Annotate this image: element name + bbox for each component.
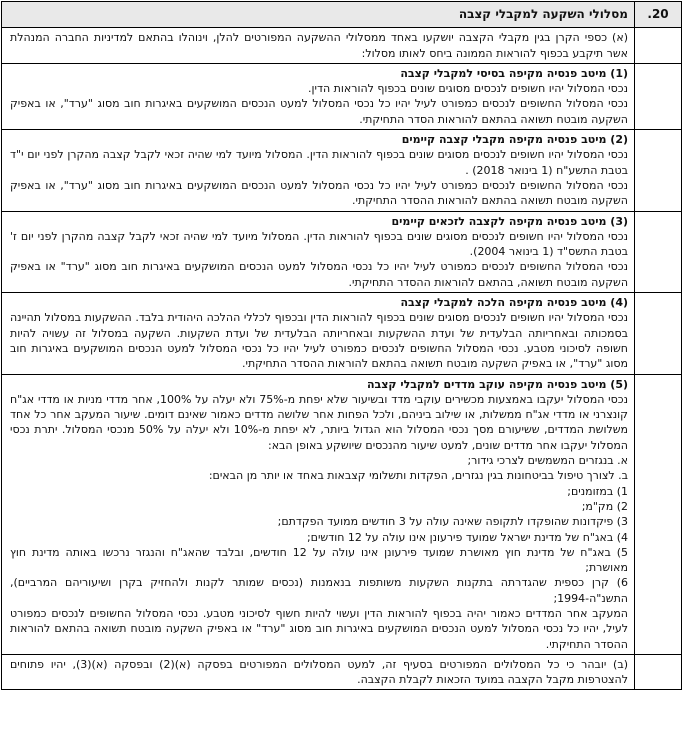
empty-number-cell: [634, 655, 681, 690]
list-item: 6) קרן כספית שהגדרתה בתקנות השקעות משותפות בנאמנות (נכסים שמותר לקנות ולהחזיק בקרן ושיעוריהם המרביים), התשנ"ה-1994;: [10, 576, 628, 605]
empty-number-cell: [634, 375, 681, 654]
intro-text: (א) כספי הקרן בגין מקבלי הקצבה יושקעו באחד ממסלולי ההשקעה המפורטים להלן, וינוהלו בהתאם למדיניות החברה המנהלת אשר תיקבע בכפוף להוראות הממונה ביחס לאותו מסלול:: [10, 31, 628, 60]
track-paragraph: נכסי המסלול החשופים לנכסים כמפורט לעיל יהיו כל נכסי המסלול למעט הנכסים המושקעים באיגרות חוב מסוג "ערד", או באפיק השקעה מובטח תשואה בהתאם להוראות הסדר התחיקתי.: [10, 97, 628, 126]
empty-number-cell: [634, 212, 681, 292]
track-row-1: [2, 63, 681, 129]
empty-number-cell: [634, 293, 681, 373]
section-number: 20.: [634, 2, 681, 27]
track-title: (5) מיטב פנסיה מקיפה עוקב מדדים למקבלי קצבה: [366, 377, 628, 391]
track-title: (4) מיטב פנסיה מקיפה הלכה למקבלי קצבה: [400, 296, 628, 310]
track-2: [2, 130, 634, 210]
list-item: 4) באג"ח של מדינת ישראל שמועד פירעונן אינו עולה על 12 חודשים;: [306, 530, 628, 544]
track-paragraph: המעקב אחר המדדים כאמור יהיה בכפוף להוראות הדין ועשוי להיות חשוף לסיכוני מטבע. נכסי המסלול החשופים לנכסים כמפורט לעיל, יהיו כל נכסי המסלול למעט הנכסים המושקעים באיגרות חוב מסוג "ערד" או באפיק השקעה מובטח תשואה בהתאם להוראות ההסדר התחיקתי.: [10, 606, 628, 651]
track-paragraph: נכסי המסלול יהיו חשופים לנכסים מסוגים שונים בכפוף להוראות הדין ובכפוף לכללי ההלכה היהודית בלבד. ההשקעות במסלול תהיינה בסמכותה ובאחריותה הבלעדית של ועדת ההשקעות ובאחריותה הבלעדית של ועדת השקעות. השקעה במסלול זה עשויה להיות חשופה לסיכוני מטבע. נכסי המסלול החשופים לנכסים כמפורט לעיל יהיו כל נכסי המסלול למעט הנכסים המושקעים באיגרות חוב מסוג "ערד", או באפיק השקעה מובטח תשואה בהתאם להוראות ההסדר התחיקתי.: [10, 311, 628, 371]
list-item: 1) במזומנים;: [567, 484, 628, 498]
empty-number-cell: [634, 64, 681, 129]
track-title: (1) מיטב פנסיה מקיפה בסיסי למקבלי קצבה: [400, 66, 628, 80]
track-row-2: [2, 129, 681, 210]
section-title: מסלולי השקעה למקבלי קצבה: [2, 2, 634, 27]
list-item: 2) מק"מ;: [581, 499, 628, 513]
track-3: [2, 212, 634, 292]
closing-row: [2, 654, 681, 690]
track-5: [2, 375, 634, 654]
track-row-4: [2, 292, 681, 373]
track-paragraph: נכסי המסלול החשופים לנכסים כמפורט לעיל יהיו כל נכסי המסלול למעט הנכסים המושקעים באיגרות חוב מסוג "ערד", או באפיק השקעה מובטח תשואה בהתאם להוראות ההסדר התחיקתי.: [10, 178, 628, 208]
closing-text: (ב) יובהר כי כל המסלולים המפורטים בסעיף זה, למעט המסלולים המפורטים בפסקה (א)(2) ובפסקה (א)(3), יהיו פתוחים להצטרפות מקבל הקצבה במועד הזכאות לקבלת הקצבה.: [10, 657, 628, 687]
list-item: א. בנגזרים המשמשים לצרכי גידור;: [467, 454, 628, 468]
track-title: (3) מיטב פנסיה מקיפה לקצבה לזכאים קיימים: [391, 214, 628, 228]
track-paragraph: נכסי המסלול יהיו חשופים לנכסים מסוגים שונים בכפוף להוראות הדין. המסלול מיועד למי שהיה זכאי לקבל קצבה מהקרן לפני יום ז' בטבת התשס"ד (1 בינואר 2004).: [10, 229, 628, 259]
track-paragraph: נכסי המסלול יהיו חשופים לנכסים מסוגים שונים בכפוף להוראות הדין. המסלול מיועד למי שהיה זכאי לקבל קצבה מהקרן לפני יום י"ד בטבת התשע"ח (1 בינואר 2018) .: [10, 148, 628, 177]
track-paragraph: נכסי המסלול יהיו חשופים לנכסים מסוגים שונים בכפוף להוראות הדין.: [308, 82, 628, 96]
track-title: (2) מיטב פנסיה מקיפה מקבלי קצבה קיימים: [401, 133, 628, 147]
track-row-3: [2, 211, 681, 292]
list-item: ב. לצורך טיפול בביטחונות בגין נגזרים, הפקדות ותשלומי קצבאות באחד או יותר מן הבאים:: [208, 469, 628, 483]
track-4: [2, 293, 634, 373]
track-paragraph: נכסי המסלול החשופים לנכסים כמפורט לעיל יהיו כל נכסי המסלול למעט הנכסים המושקעים באיגרות חוב מסוג "ערד" או באפיק השקעה מובטח תשואה, בהתאם להוראות ההסדר התחיקתי.: [10, 260, 628, 289]
document-table: [1, 1, 682, 690]
track-row-5: [2, 374, 681, 654]
list-item: 5) באג"ח של מדינת חוץ מאושרת שמועד פירעונן אינו עולה על 12 חודשים, ובלבד שהאג"ח והנגזר נרכשו באותה מדינת חוץ מאושרת;: [10, 545, 629, 575]
empty-number-cell: [634, 130, 681, 210]
list-item: 3) פיקדונות שהופקדו לתקופה שאינה עולה על 3 חודשים ממועד הפקדתם;: [277, 515, 628, 529]
intro-row: [2, 27, 681, 63]
track-paragraph: נכסי המסלול יעקבו באמצעות מכשירים עוקבי מדד ובשיעור שלא יפחת מ-75% ולא יעלה על 100%, אחר מדדי מניות או מדדי אג"ח קונצרני או מדדי אג"ח ממשלות, או שילוב ביניהם, ולכל הפחות אחר שלושה מדדים כאמור שאינם דומים. שיעור המעקב אחר כל אחד משלושת המדדים, ששיעורם מסך נכסי המסלול הוא הגדול ביותר, לא יפחת מ-10% ולא יעלה על 50% מנכסי המסלול. יתרת נכסי המסלול יעקבו אחר מדדים שונים, למעט שיעור מהנכסים שיושקע באופן הבא:: [10, 392, 629, 452]
empty-number-cell: [634, 28, 681, 63]
track-1: [2, 64, 634, 129]
section-header-row: [2, 2, 681, 27]
